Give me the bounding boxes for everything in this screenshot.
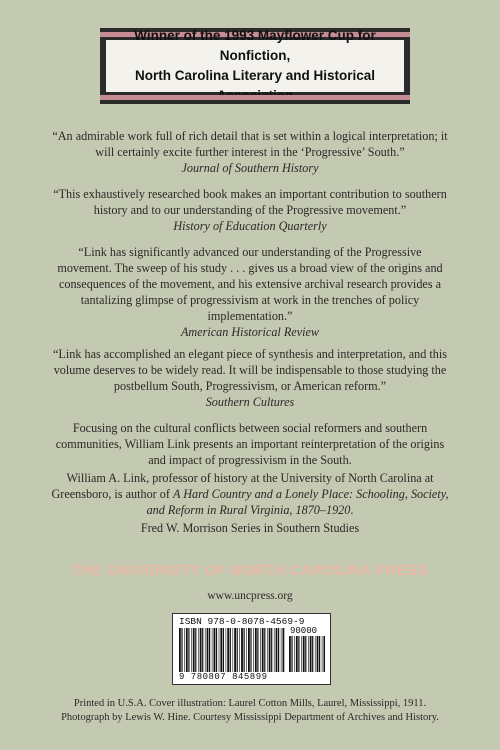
quote-source: Southern Cultures (205, 395, 295, 409)
barcode-bar (193, 628, 195, 672)
barcode-bar (283, 628, 285, 672)
review-quote-4 (50, 346, 450, 410)
barcode-bar (220, 628, 222, 672)
barcode-bar (289, 636, 291, 672)
barcode-bar (269, 628, 271, 672)
barcode-bar (188, 628, 189, 672)
barcode-bar (186, 628, 188, 672)
award-line-2: North Carolina Literary and Historical (134, 68, 376, 83)
barcode-bar (181, 628, 182, 672)
barcode-bar (246, 628, 247, 672)
author-bio-end: . (350, 503, 354, 517)
publisher-name: THE UNIVERSITY OF NORTH CAROLINA PRESS (72, 562, 428, 579)
barcode-bar (324, 636, 326, 672)
barcode-bar (308, 636, 309, 672)
review-quote-1 (50, 128, 450, 176)
barcode-bar (179, 628, 181, 672)
print-credits (30, 697, 470, 725)
barcode-extension-digits: 90000 (290, 626, 318, 636)
barcode-bar (244, 628, 245, 672)
barcode-bar (223, 628, 224, 672)
barcode-bar (310, 636, 312, 672)
barcode-bar (276, 628, 278, 672)
isbn-label: ISBN 978-0-8078-4569-9 (179, 616, 305, 627)
barcode-bars (179, 628, 285, 672)
barcode-bar (322, 636, 323, 672)
barcode-bar (315, 636, 316, 672)
quote-source: American Historical Review (180, 325, 320, 339)
barcode-bar (219, 628, 220, 672)
award-banner (100, 28, 410, 104)
author-bio (50, 470, 450, 518)
quote-source: History of Education Quarterly (173, 219, 327, 233)
barcode-bar (198, 628, 199, 672)
barcode-block (172, 613, 331, 685)
barcode-bar (255, 628, 257, 672)
barcode-bar (230, 628, 231, 672)
barcode-bar (209, 628, 210, 672)
barcode-bar (296, 636, 298, 672)
barcode-bar (227, 628, 229, 672)
publisher-url: www.uncpress.org (207, 590, 293, 602)
quote-text: “Link has significantly advanced our understanding of the Progressive movement. The sweep of his study . . . gives us a broad view of the origins and consequences of the movement, and his extensive archival research provides a tantalizing glimpse of progressivism at work in the trenches of policy implementation.” (57, 245, 443, 323)
quote-text: “Link has accomplished an elegant piece of synthesis and interpretation, and this volume deserves to be widely read. It will be indispensable to those studying the postbellum South, Progressivism, or American reform.” (53, 347, 447, 393)
quote-text: “This exhaustively researched book makes an important contribution to southern history and to our understanding of the Progressive movement.” (53, 187, 447, 217)
barcode-bar (303, 636, 305, 672)
author-prior-book-title: A Hard Country and a Lonely Place: Schooling, Society, and Reform in Rural Virginia, 1870–1920 (146, 487, 449, 517)
barcode-bar (184, 628, 185, 672)
series-name: Fred W. Morrison Series in Southern Studies (140, 521, 360, 535)
barcode-bar (267, 628, 268, 672)
quote-text: “An admirable work full of rich detail that is set within a logical interpretation; it will certainly excite further interest in the ‘Progressive’ South.” (52, 129, 448, 159)
barcode-bar (278, 628, 279, 672)
barcode-bar (301, 636, 302, 672)
barcode-bar (319, 636, 320, 672)
barcode-bar (271, 628, 272, 672)
barcode-bar (312, 636, 313, 672)
barcode-bar (233, 628, 234, 672)
book-description: Focusing on the cultural conflicts between social reformers and southern communities, William Link presents an important reinterpretation of the origins and impact of progressivism in the South. (55, 421, 445, 467)
barcode-bar (212, 628, 213, 672)
barcode-bar (262, 628, 264, 672)
barcode-bar (234, 628, 236, 672)
barcode-bar (202, 628, 203, 672)
barcode-digits: 9 780807 845899 (179, 672, 268, 682)
barcode-bar (250, 628, 251, 672)
review-quote-2 (50, 186, 450, 234)
barcode-extension-bars (289, 636, 325, 672)
barcode-bar (291, 636, 292, 672)
barcode-bar (195, 628, 196, 672)
award-line-1: Winner of the 1993 Mayflower Cup for Nonfiction, (134, 28, 376, 63)
barcode-bar (260, 628, 261, 672)
barcode-bar (305, 636, 306, 672)
barcode-bar (191, 628, 192, 672)
barcode-bar (239, 628, 240, 672)
barcode-bar (207, 628, 209, 672)
credits-line-2: Photograph by Lewis W. Hine. Courtesy Mississippi Department of Archives and History. (61, 712, 439, 723)
barcode-bar (257, 628, 258, 672)
author-bio-text: William A. Link, professor of history at the University of North Carolina at Greensboro, is author of (51, 471, 434, 501)
barcode-bar (253, 628, 254, 672)
barcode-bar (248, 628, 250, 672)
award-text-panel (106, 28, 404, 92)
banner-stripe-bottom (100, 95, 410, 100)
quote-source: Journal of Southern History (181, 161, 319, 175)
barcode-bar (317, 636, 319, 672)
credits-line-1: Printed in U.S.A. Cover illustration: Laurel Cotton Mills, Laurel, Mississippi, 1911. (73, 698, 427, 709)
barcode-bar (237, 628, 238, 672)
barcode-bar (200, 628, 202, 672)
barcode-bar (294, 636, 295, 672)
barcode-bar (241, 628, 243, 672)
review-quote-3 (50, 244, 450, 340)
barcode-bar (298, 636, 299, 672)
barcode-bar (216, 628, 217, 672)
barcode-bar (274, 628, 275, 672)
barcode-bar (214, 628, 216, 672)
barcode-bar (264, 628, 265, 672)
barcode-bar (281, 628, 282, 672)
barcode-bar (226, 628, 227, 672)
barcode-bar (205, 628, 206, 672)
